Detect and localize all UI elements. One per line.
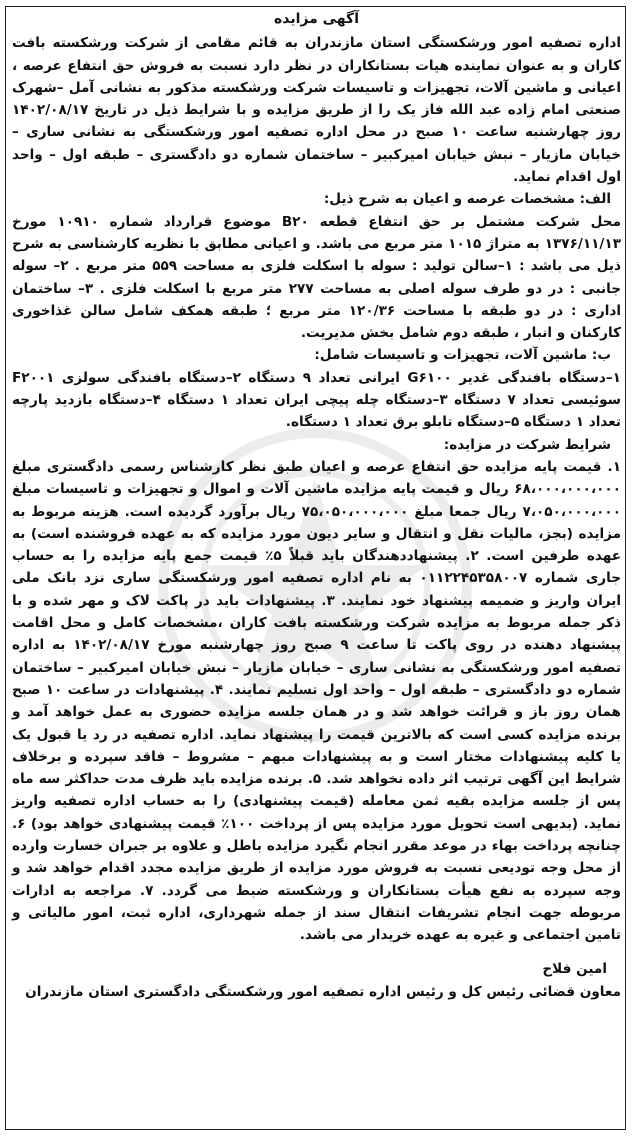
section-b-text: ۱–دستگاه بافندگی غدیر G۶۱۰۰ ایرانی تعداد ۹ دستگاه ۲–دستگاه بافندگی سولزی F۲۰۰۱ سوئیسی تعداد ۷ دستگاه ۳–دستگاه چله پیچی ایران تعداد ۱ دستگاه ۴–دستگاه بازدید پارچه تعداد ۱ دستگاه ۵–دستگاه تابلو برق تعداد ۱ دستگاه.: [12, 369, 621, 431]
notice-body: [12, 8, 621, 1003]
section-b-heading: ب: ماشین آلات، تجهیزات و تاسیسات شامل:: [314, 347, 611, 364]
section-c-text: ۱. قیمت پایه مزایده حق انتفاع عرصه و اعیان طبق نظر کارشناس رسمی دادگستری مبلغ ۶۸،۰۰۰،۰۰۰،۰۰۰ ریال و قیمت پایه مزایده ماشین آلات و اموال و تجهیزات و تاسیسات مبلغ ۷،۰۵۰،۰۰۰،۰۰۰ ریال جمعا مبلغ ۷۵،۰۵۰،۰۰۰،۰۰۰ ریال برآورد گردیده است. هزینه مربوط به مزایده (بجز، مالیات نقل و انتقال و سایر دیون مورد مزایده که به عهده فروشنده است) به عهده طرفین است. ۲. پیشنهاددهندگان باید قبلاً ۵٪ قیمت جمع پایه مزایده را به حساب جاری شماره ۰۱۱۲۲۴۵۳۵۸۰۰۷ به نام اداره تصفیه امور ورشکستگی ساری نزد بانک ملی ایران واریز و ضمیمه پیشنهاد خود نمایند. ۳. پیشنهادات باید در پاکت لاک و مهر شده و با ذکر جمله مربوط به مزایده شرکت ورشکسته بافت کاران ،مشخصات کامل و محل اقامت پیشنهاد دهنده در روی پاکت تا ساعت ۹ صبح روز چهارشنبه مورخ ۱۴۰۲/۰۸/۱۷ به اداره تصفیه امور ورشکستگی به نشانی ساری – خیابان مازیار – نبش خیابان امیرکبیر – ساختمان شماره دو دادگستری – طبقه اول – واحد اول تسلیم نمایند. ۴. پیشنهادات در ساعت ۱۰ صبح همان روز باز و قرائت خواهد شد و در همان جلسه مزایده حضوری به عمل خواهد آمد و برنده مزایده کسی است که بالاترین قیمت را پیشنهاد نماید. اداره تصفیه در رد یا قبول یک یا کلیه پیشنهادات مختار است و به پیشنهادات مبهم – مشروط – فاقد سپرده و برخلاف شرایط این آگهی ترتیب اثر داده نخواهد شد. ۵. برنده مزایده باید ظرف مدت حداکثر سه ماه پس از جلسه مزایده بقیه ثمن معامله (قیمت پیشنهادی) را به حساب اداره تصفیه واریز نماید. (بدیهی است تحویل مورد مزایده پس از پرداخت ۱۰۰٪ قیمت پیشنهادی خواهد بود) ۶. چنانچه پرداخت بهاء در موعد مقرر انجام نگیرد مزایده باطل و علاوه بر جبران خسارت وارده از محل وجه تودیعی نسبت به فروش مورد مزایده از طریق مزایده مجدد اقدام خواهد شد و وجه سپرده به نفع هیأت بستانکاران و ورشکسته ضبط می گردد. ۷. مراجعه به ادارات مربوطه جهت انجام تشریفات انتقال سند از جمله شهرداری، اداره ثبت، امور مالیاتی و تامین اجتماعی و غیره به عهده خریدار می باشد.: [12, 458, 622, 944]
notice-title: آگهی مزایده: [273, 11, 359, 27]
section-a-text: محل شرکت مشتمل بر حق انتفاع قطعه B۲۰ موضوع قرارداد شماره ۱۰۹۱۰ مورخ ۱۳۷۶/۱۱/۱۳ به متراژ ۱۰۱۵ متر مربع می باشد. و اعیانی مطابق با نظریه کارشناسی به شرح ذیل می باشد : ۱–سالن تولید : سوله با اسکلت فلزی به مساحت ۵۵۹ متر مربع . ۲– سوله جانبی : در دو طرف سوله اصلی به مساحت ۲۷۷ متر مربع با اسکلت فلزی . ۳– ساختمان اداری : در دو طبقه با مساحت ۱۲۰/۳۶ متر مربع ؛ طبقه همکف شامل سالن غذاخوری کارکنان و انبار ، طبقه دوم شامل بخش مدیریت.: [12, 213, 621, 342]
notice-intro: اداره تصفیه امور ورشکستگی استان مازندران به قائم مقامی از شرکت ورشکسته بافت کاران و به عنوان نماینده هیات بستانکاران در نظر دارد نسبت به فروش حق انتفاع عرصه ، اعیانی و ماشین آلات، تجهیزات و تاسیسات شرکت ورشکسته مذکور به نشانی آمل –شهرک صنعتی امام زاده عبد الله فاز یک را از طریق مزایده و با شرایط ذیل در تاریخ ۱۴۰۲/۰۸/۱۷ روز چهارشنبه ساعت ۱۰ صبح در محل اداره تصفیه امور ورشکستگی به نشانی ساری – خیابان مازیار – نبش خیابان امیرکبیر – ساختمان شماره دو دادگستری – طبقه اول – واحد اول اقدام نماید.: [12, 35, 621, 186]
signatory-title: معاون قضائی رئیس کل و رئیس اداره تصفیه امور ورشکستگی دادگستری استان مازندران: [25, 983, 621, 1000]
signatory-name: امین فلاح: [542, 961, 607, 978]
section-a-heading: الف: مشخصات عرصه و اعیان به شرح ذیل:: [323, 191, 611, 208]
section-c-heading: شرایط شرکت در مزایده:: [443, 436, 611, 453]
signature-block: [12, 958, 621, 1003]
